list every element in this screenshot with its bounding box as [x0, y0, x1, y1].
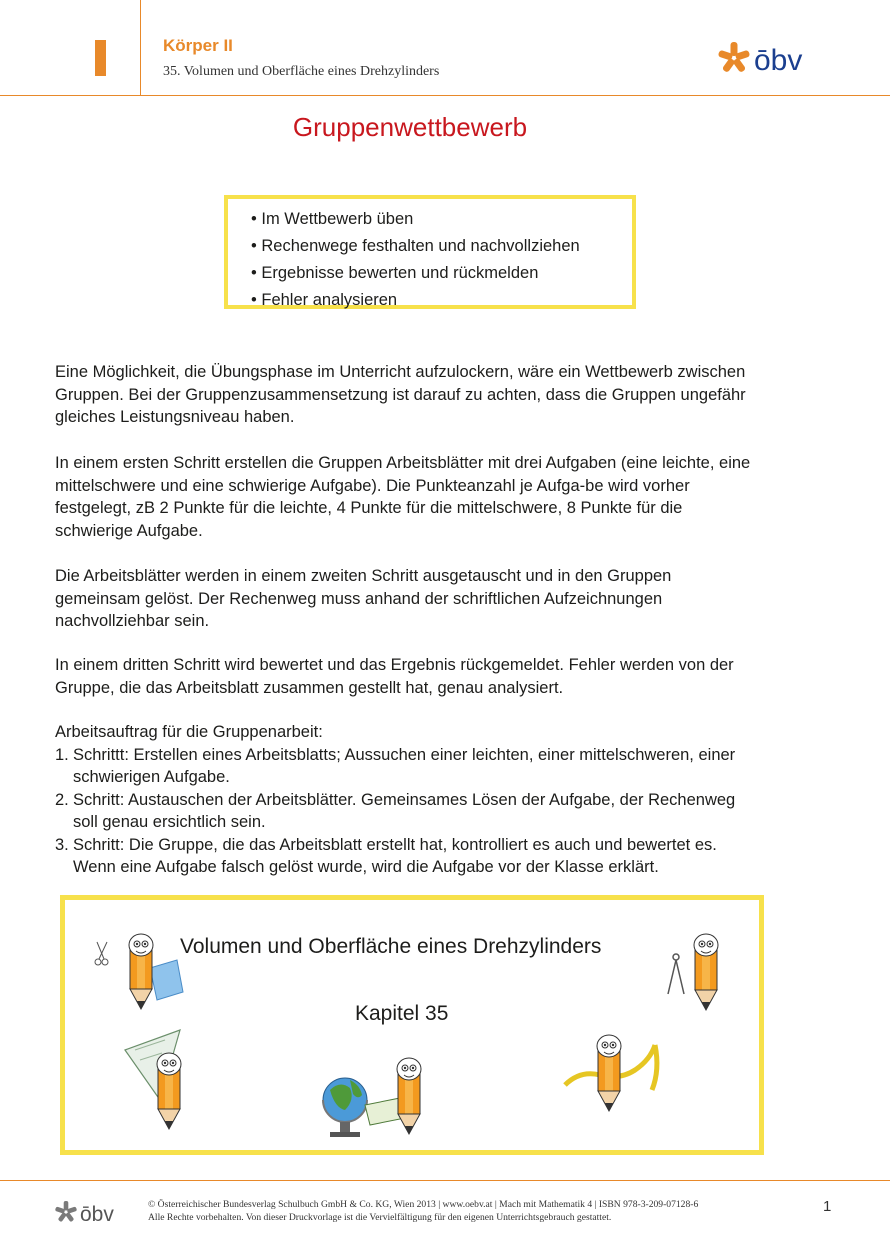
chapter-subtitle: 35. Volumen und Oberfläche eines Drehzylinders [163, 64, 440, 79]
logo-wordmark: ōbv [80, 1203, 114, 1225]
copyright-notice [148, 1198, 788, 1224]
task-step [55, 744, 760, 789]
logo-wordmark: ōbv [754, 44, 803, 76]
asterisk-icon [718, 42, 751, 73]
paragraph-step2 [55, 565, 755, 633]
goal-item: • Ergebnisse bewerten und rückmelden [251, 260, 632, 287]
step-text: Schritt: Die Gruppe, die das Arbeitsblatt erstellt hat, kontrolliert es auch und bewertet es. Wenn eine Aufgabe falsch gelöst wurde, wird die Aufgabe vor der Klasse erklärt. [73, 835, 717, 876]
paragraph-step1 [55, 452, 755, 542]
page-title: Gruppenwettbewerb [292, 112, 528, 142]
asterisk-icon [55, 1201, 77, 1222]
paragraph-step3 [55, 654, 755, 699]
paragraph-text: In einem dritten Schritt wird bewertet und das Ergebnis rückgemeldet. Fehler werden von der Gruppe, die das Arbeitsblatt zusammen gestellt hat, genau analysiert. [55, 656, 734, 697]
page-number: 1 [823, 1198, 832, 1215]
chapter-promo-box [60, 895, 764, 1155]
promo-chapter: Kapitel 35 [355, 1002, 449, 1025]
oebv-logo-footer [55, 1199, 127, 1225]
copyright-line: © Österreichischer Bundesverlag Schulbuch GmbH & Co. KG, Wien 2013 | www.oebv.at | Mach mit Mathematik 4 | ISBN 978-3-209-07128-6 [148, 1199, 699, 1210]
page-header [0, 0, 890, 96]
promo-title: Volumen und Oberfläche eines Drehzylinders [180, 935, 602, 958]
pencil-scissors-illustration [85, 930, 185, 1020]
chapter-marker [0, 0, 141, 95]
step-number: 3. [55, 835, 69, 854]
goals-box [224, 195, 636, 309]
pencil-globe-illustration [320, 1050, 450, 1145]
step-text: Schrittt: Erstellen eines Arbeitsblatts; Aussuchen einer leichten, einer mittelschweren, einer schwierigen Aufgabe. [73, 745, 736, 786]
roman-numeral-bar [95, 40, 106, 76]
goals-list [251, 206, 632, 314]
pencil-setsquare-illustration [120, 1025, 210, 1140]
oebv-logo [716, 40, 826, 76]
pencil-compass-illustration [660, 932, 750, 1027]
goal-item: • Fehler analysieren [251, 287, 632, 314]
chapter-title: Körper II [163, 36, 233, 55]
paragraph-text: Eine Möglichkeit, die Übungsphase im Unterricht aufzulockern, wäre ein Wettbewerb zwischen Gruppen. Bei der Gruppenzusammensetzung ist darauf zu achten, dass die Gruppen ungefähr gleiches Leistungsniveau haben. [55, 363, 746, 426]
task-step [55, 789, 760, 834]
copyright-line: Alle Rechte vorbehalten. Von dieser Druckvorlage ist die Vervielfältigung für den eigenen Unterrichtsgebrauch gestattet. [148, 1212, 612, 1223]
paragraph-text: Die Arbeitsblätter werden in einem zweiten Schritt ausgetauscht und in den Gruppen gemeinsam gelöst. Der Rechenweg muss anhand der schriftlichen Aufzeichnungen nachvollziehbar sein. [55, 567, 672, 630]
pencil-measuring-tape-illustration [560, 1030, 670, 1130]
step-number: 2. [55, 790, 69, 809]
task-step [55, 834, 760, 879]
task-steps [55, 744, 760, 879]
step-number: 1. [55, 745, 69, 764]
paragraph-intro [55, 361, 755, 429]
footer-divider [0, 1180, 890, 1181]
goal-item: • Rechenwege festhalten und nachvollziehen [251, 233, 632, 260]
task-heading: Arbeitsauftrag für die Gruppenarbeit: [55, 723, 323, 741]
paragraph-text: In einem ersten Schritt erstellen die Gruppen Arbeitsblätter mit drei Aufgaben (eine leichte, eine mittelschwere und eine schwierige Aufgabe). Die Punkteanzahl je Aufga-be wird vorher festgelegt, zB 2 Punkte für die leichte, 4 Punkte für die mittelschwere, 8 Punkte für die schwierige Aufgabe. [55, 454, 751, 540]
task-section [55, 721, 760, 879]
goal-item: • Im Wettbewerb üben [251, 206, 632, 233]
step-text: Schritt: Austauschen der Arbeitsblätter. Gemeinsames Lösen der Aufgabe, der Rechenweg soll genau ersichtlich sein. [73, 790, 736, 831]
